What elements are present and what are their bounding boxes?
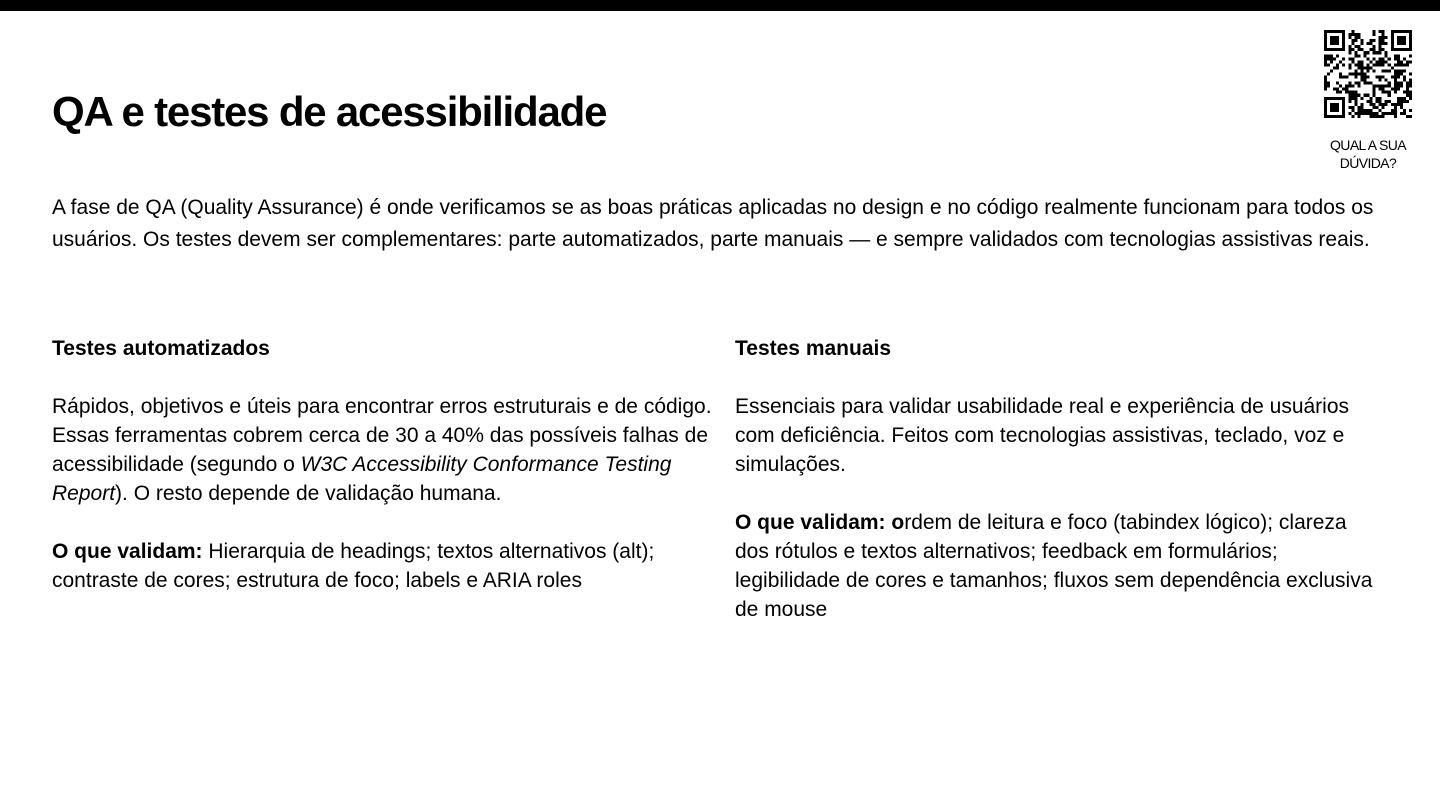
- automated-desc-start: Rápidos, objetivos e úteis para encontrar erros estruturais e de código. Essas ferramentas cobrem cerca de 30 a 40% das possíveis falhas de acessibilidade (segundo o: [52, 395, 712, 476]
- automated-validates-label: O que validam:: [52, 540, 203, 563]
- slide-title: QA e testes de acessibilidade: [52, 88, 607, 135]
- manual-validates-text: rdem de leitura e foco (tabindex lógico); clareza dos rótulos e textos alternativos; feedback em formulários; legibilidade de cores e tamanhos; fluxos sem dependência exclusiva de mouse: [735, 511, 1373, 621]
- manual-validates: [735, 508, 1385, 624]
- automated-desc-end: ). O resto depende de validação humana.: [115, 482, 502, 505]
- manual-tests-column: [735, 334, 1385, 653]
- manual-tests-heading: Testes manuais: [735, 337, 892, 360]
- automated-tests-heading: Testes automatizados: [52, 337, 270, 360]
- automated-tests-description: [52, 392, 712, 508]
- automated-validates: [52, 537, 712, 595]
- intro-paragraph: A fase de QA (Quality Assurance) é onde verificamos se as boas práticas aplicadas no design e no código realmente funcionam para todos os usuários. Os testes devem ser complementares: parte automatizados, parte manuais — e sempre validados com tecnologias assistivas reais.: [52, 196, 1374, 251]
- manual-validates-label: O que validam: o: [735, 511, 905, 534]
- w3c-report-reference: W3C Accessibility Conformance Testing Report: [52, 453, 672, 505]
- automated-tests-column: [52, 334, 712, 624]
- manual-tests-description: Essenciais para validar usabilidade real e experiência de usuários com deficiência. Feitos com tecnologias assistivas, teclado, voz e simulações.: [735, 395, 1350, 476]
- top-bar: [0, 0, 1440, 11]
- qr-block: [1318, 30, 1418, 172]
- automated-validates-text: Hierarquia de headings; textos alternativos (alt); contraste de cores; estrutura de foco; labels e ARIA roles: [52, 540, 655, 592]
- qr-caption: QUAL A SUA DÚVIDA?: [1330, 137, 1406, 171]
- qr-code-icon[interactable]: [1324, 30, 1412, 118]
